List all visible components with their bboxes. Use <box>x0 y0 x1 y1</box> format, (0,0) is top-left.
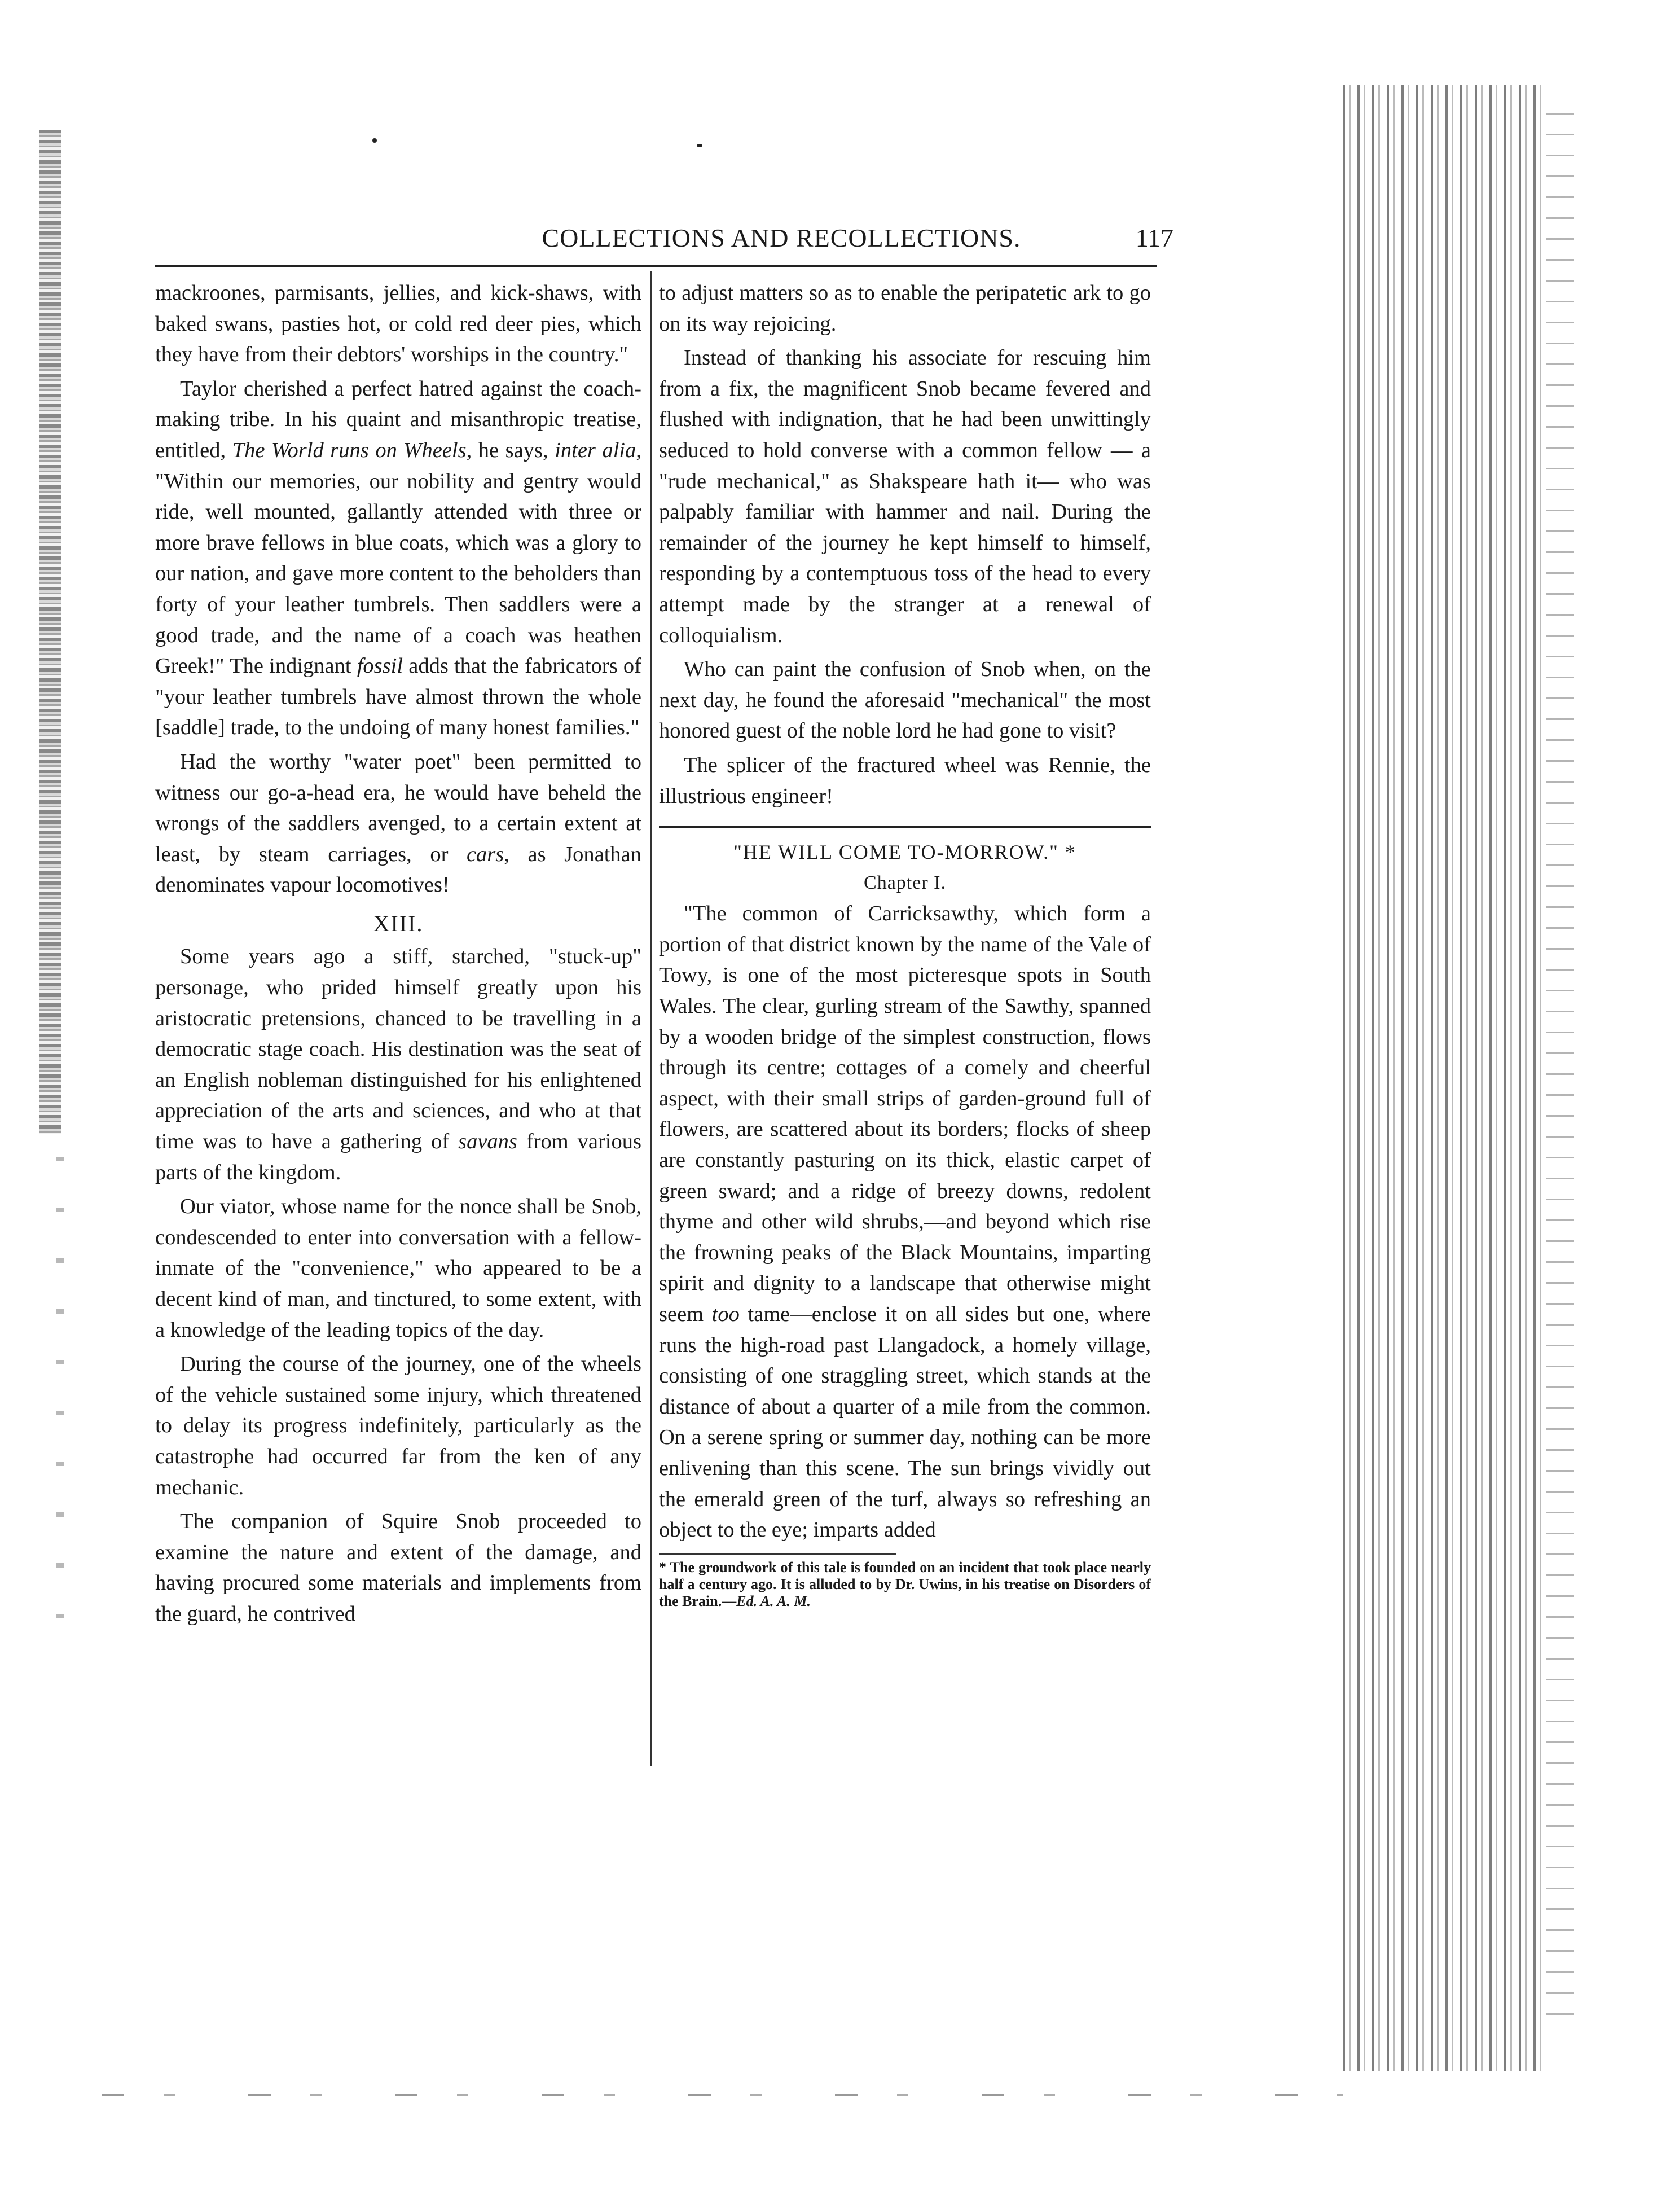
text-run: Taylor cherished a perfect hatred against the coach-making tribe. In his quaint and misanthropic treatise, entitled, <box>155 376 641 462</box>
footnote <box>659 1559 1151 1610</box>
text-run: adds that the fabricators of "your leather tumbrels have almost thrown the whole [saddle] trade, to the undoing of many honest families." <box>155 654 641 740</box>
paragraph <box>659 898 1151 1545</box>
italic-word: fossil <box>357 654 403 678</box>
scan-speck <box>372 138 377 143</box>
footnote-signature: Ed. A. A. M. <box>736 1592 811 1609</box>
paragraph: The splicer of the fractured wheel was Rennie, the illustrious engineer! <box>659 753 1151 808</box>
text-run: Had the worthy "water poet" been permitted to witness our go-a-head era, he would have beheld the wrongs of the saddlers avenged, to a certain extent at least, by steam carriages, or <box>155 749 641 866</box>
header-rule <box>155 265 1157 267</box>
text-run: from various parts of the kingdom. <box>155 1130 641 1184</box>
chapter-heading: Chapter I. <box>864 872 946 893</box>
column-divider <box>650 271 652 1766</box>
text-run: tame—enclose it on all sides but one, where runs the high-road past Llangadock, a homely village, consisting of one straggling street, which stands at the distance of about a quarter of a mile from the common. On a serene spring or summer day, nothing can be more enlivening than this scene. The sun brings vividly out the emerald green of the turf, always so refreshing an object to the eye; imparts added <box>659 1302 1151 1542</box>
italic-word: cars <box>466 842 504 866</box>
text-run: , he says, <box>466 438 555 462</box>
section-heading: XIII. <box>373 910 424 936</box>
paragraph <box>155 374 641 743</box>
paragraph: mackroones, parmisants, jellies, and kick-shaws, with baked swans, pasties hot, or cold red deer pies, which they have from their debtors' worships in the country." <box>155 281 641 367</box>
paragraph: Who can paint the confusion of Snob when, on the next day, he found the aforesaid "mechanical" the most honored guest of the noble lord he had gone to visit? <box>659 657 1151 743</box>
scan-edge-left-lower <box>56 1157 64 1665</box>
paragraph: The companion of Squire Snob proceeded to examine the nature and extent of the damage, and having procured some materials and implements from the guard, he contrived <box>155 1509 641 1626</box>
paragraph: Our viator, whose name for the nonce shall be Snob, condescended to enter into conversation with a fellow-inmate of the "convenience," who appeared to be a decent kind of man, and tinctured, to some extent, with a knowledge of the leading topics of the day. <box>155 1195 641 1342</box>
scan-edge-left <box>39 130 61 1134</box>
left-column <box>155 278 641 1630</box>
scan-edge-right-outer <box>1546 113 1574 2031</box>
right-column <box>659 278 1151 1610</box>
italic-word: savans <box>458 1130 517 1154</box>
story-title: "HE WILL COME TO-MORROW." * <box>733 841 1076 864</box>
italic-word: too <box>711 1302 740 1326</box>
scan-bottom-marks <box>102 2094 1343 2096</box>
page-number: 117 <box>1135 223 1173 252</box>
book-title: The World runs on Wheels <box>232 438 467 462</box>
scan-speck <box>697 144 702 147</box>
footnote-text: * The groundwork of this tale is founded on an incident that took place nearly half a century ago. It is alluded to by Dr. Uwins, in his treatise on Disorders of the Brain.— <box>659 1559 1151 1609</box>
latin-phrase: inter alia <box>555 438 636 462</box>
running-head: COLLECTIONS AND RECOLLECTIONS. <box>542 223 1021 252</box>
text-run: "The common of Carricksawthy, which form a portion of that district known by the name of the Vale of Towy, is one of the most picteresque spots in South Wales. The clear, gurling stream of the Sawthy, spanned by a wooden bridge of the simplest construction, flows through its centre; cottages of a comely and cheerful aspect, with their small strips of garden-ground full of flowers, are scattered about its borders; flocks of sheep are constantly pasturing on its thick, elastic carpet of green sward; and a ridge of breezy downs, redolent thyme and other wild shrubs,—and beyond which rise the frowning peaks of the Black Mountains, imparting spirit and dignity to a landscape that otherwise might seem <box>659 902 1151 1326</box>
text-run: , as Jonathan denominates vapour locomotives! <box>155 842 641 897</box>
paragraph: Instead of thanking his associate for rescuing him from a fix, the magnificent Snob became fevered and flushed with indignation, that he had been unwittingly seduced to hold converse with a common fellow — a "rude mechanical," as Shakspeare hath it— who was palpably familiar with hammer and nail. During the remainder of the journey he kept himself to himself, responding by a contemptuous toss of the head to every attempt made by the stranger at a renewal of colloquialism. <box>659 346 1151 647</box>
paragraph <box>155 747 641 901</box>
text-run: Some years ago a stiff, starched, "stuck-up" personage, who prided himself greatly upon his aristocratic pretensions, chanced to be travelling in a democratic stage coach. His destination was the seat of an English nobleman distinguished for his enlightened appreciation of the arts and sciences, and who at that time was to have a gathering of <box>155 945 641 1154</box>
paragraph: During the course of the journey, one of the wheels of the vehicle sustained some injury, which threatened to delay its progress indefinitely, particularly as the catastrophe had occurred far from the ken of any mechanic. <box>155 1352 641 1499</box>
footnote-rule <box>659 1553 896 1555</box>
text-run: , "Within our memories, our nobility and gentry would ride, well mounted, gallantly attended with three or more brave fellows in blue coats, which was a glory to our nation, and gave more content to the beholders than forty of your leather tumbrels. Then saddlers were a good trade, and the name of a coach was heathen Greek!" The indignant <box>155 438 642 678</box>
paragraph: to adjust matters so as to enable the peripatetic ark to go on its way rejoicing. <box>659 281 1151 336</box>
section-divider <box>659 826 1151 828</box>
scan-edge-right <box>1343 85 1546 2071</box>
paragraph <box>155 941 641 1188</box>
